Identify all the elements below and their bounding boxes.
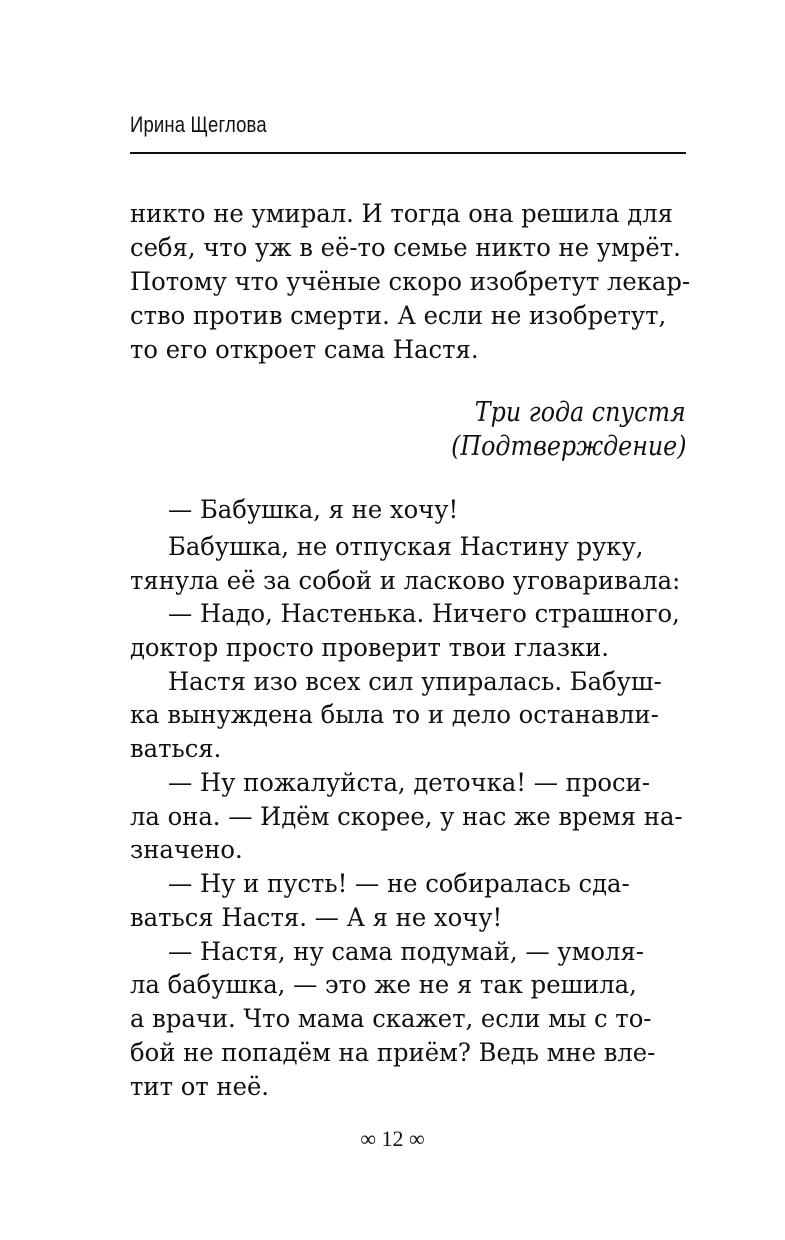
running-head: Ирина Щеглова <box>130 112 267 137</box>
paragraph-line: ла бабушка, — это же не я так решила, <box>130 970 637 999</box>
body-line: то его откроет сама Настя. <box>130 335 479 364</box>
section-title-line-2: (Подтверждение) <box>450 431 686 462</box>
paragraph-line: ваться Настя. — А я не хочу! <box>130 903 503 932</box>
dialogue-line: — Ну и пусть! — не собиралась сда- <box>168 869 630 898</box>
body-line: себя, что уж в её-то семье никто не умрёт. <box>130 233 681 262</box>
body-line: Потому что учёные скоро изобретут лекар- <box>130 267 691 296</box>
body-line: ство против смерти. А если не изобретут, <box>130 301 667 330</box>
paragraph-line: ла она. — Идём скорее, у нас же время на- <box>130 802 683 831</box>
paragraph-line: ваться. <box>130 734 222 763</box>
paragraph-line: ка вынуждена была то и дело останавли- <box>130 700 659 729</box>
page-number: ∞ 12 ∞ <box>360 1126 425 1151</box>
paragraph-line: значено. <box>130 835 243 864</box>
paragraph-line: тянула её за собой и ласково уговаривала: <box>130 566 681 595</box>
dialogue-line: — Надо, Настенька. Ничего страшного, <box>168 599 680 628</box>
dialogue-line: — Ну пожалуйста, деточка! — проси- <box>168 768 650 797</box>
header-rule <box>130 152 686 154</box>
paragraph-line: доктор просто проверит твои глазки. <box>130 633 609 662</box>
paragraph-line: тит от неё. <box>130 1072 270 1101</box>
paragraph-line: бой не попадём на приём? Ведь мне вле- <box>130 1038 656 1067</box>
body-line: никто не умирал. И тогда она решила для <box>130 199 673 228</box>
section-title-line-1: Три года спустя <box>475 397 686 428</box>
paragraph-line: а врачи. Что мама скажет, если мы с то- <box>130 1004 652 1033</box>
dialogue-line: — Настя, ну сама подумай, — умоля- <box>168 937 644 966</box>
paragraph-line: Настя изо всех сил упиралась. Бабуш- <box>168 667 662 696</box>
dialogue-line: — Бабушка, я не хочу! <box>168 495 459 524</box>
paragraph-line: Бабушка, не отпуская Настину руку, <box>168 532 644 561</box>
